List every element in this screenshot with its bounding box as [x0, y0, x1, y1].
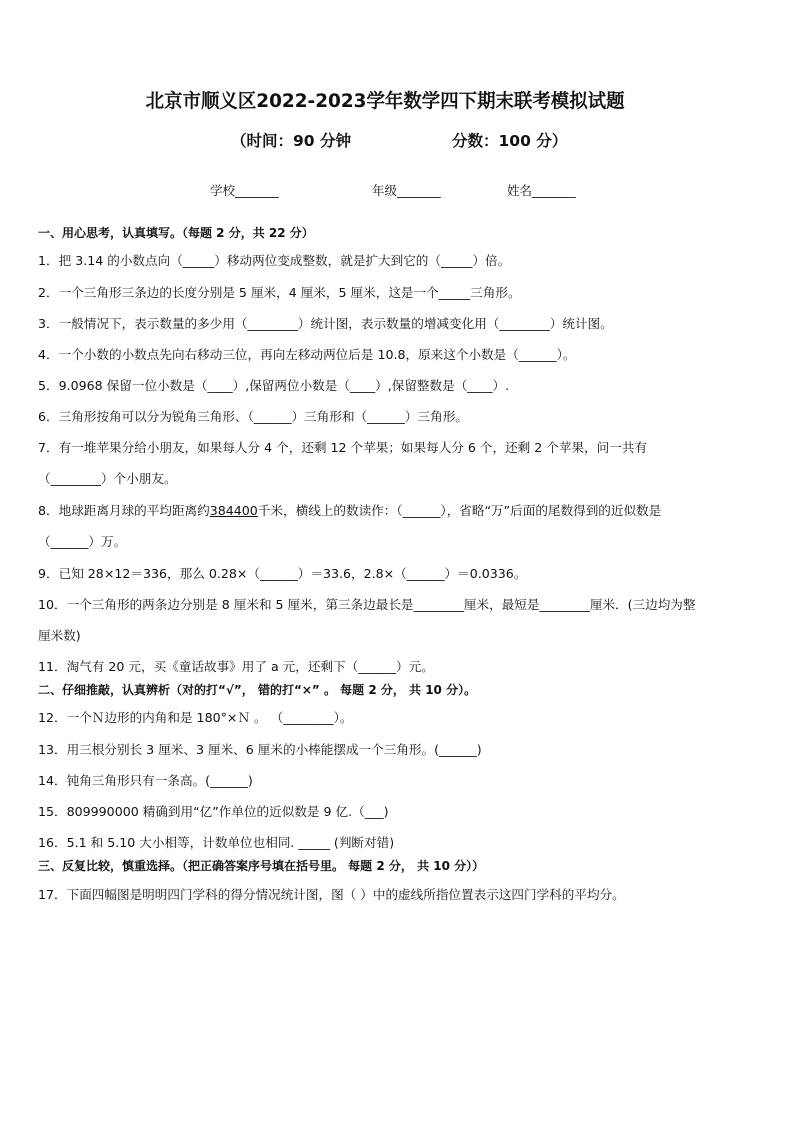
section-heading-1: 一、用心思考，认真填写。（每题 2 分，共 22 分）: [38, 226, 314, 240]
time-limit: （时间：90 分钟: [231, 132, 351, 150]
question-6: 6．三角形按角可以分为锐角三角形、（______）三角形和（______）三角形。: [38, 409, 468, 424]
question-2: 2．一个三角形三条边的长度分别是 5 厘米，4 厘米，5 厘米，这是一个_____三角形。: [38, 285, 521, 300]
question-8-prefix: 8．地球距离月球的平均距离约: [38, 503, 210, 518]
question-7-line-1: 7．有一堆苹果分给小朋友，如果每人分 4 个，还剩 12 个苹果；如果每人分 6 个，还剩 2 个苹果，问一共有: [38, 440, 648, 455]
question-15: 15．809990000 精确到用“亿”作单位的近似数是 9 亿.（___): [38, 804, 389, 819]
question-1: 1．把 3.14 的小数点向（_____）移动两位变成整数，就是扩大到它的（_____）倍。: [38, 253, 511, 268]
question-11: 11．淘气有 20 元，买《童话故事》用了 a 元，还剩下（______）元。: [38, 659, 434, 674]
total-score: 分数：100 分）: [452, 132, 568, 150]
question-10-line-2: 厘米数): [38, 628, 81, 643]
question-12: 12．一个Ｎ边形的内角和是 180°×Ｎ 。 （________）。: [38, 710, 353, 725]
question-10-line-1: 10．一个三角形的两条边分别是 8 厘米和 5 厘米，第三条边最长是________厘米，最短是________厘米．(三边均为整: [38, 597, 696, 612]
question-14: 14．钝角三角形只有一条高。(______): [38, 773, 253, 788]
name-field: 姓名_______: [507, 183, 576, 198]
question-3: 3．一般情况下，表示数量的多少用（________）统计图，表示数量的增减变化用（________）统计图。: [38, 316, 613, 331]
question-8-line-2: （______）万。: [38, 534, 127, 549]
question-8-line-1: [38, 500, 661, 519]
section-heading-3: 三、反复比较，慎重选择。（把正确答案序号填在括号里。 每题 2 分， 共 10 分））: [38, 859, 485, 873]
question-13: 13．用三根分别长 3 厘米、3 厘米、6 厘米的小棒能摆成一个三角形。(______): [38, 742, 482, 757]
underlined-distance: 384400: [209, 503, 258, 518]
question-4: 4．一个小数的小数点先向右移动三位，再向左移动两位后是 10.8，原来这个小数是（______）。: [38, 347, 576, 362]
page-title: 北京市顺义区2022-2023学年数学四下期末联考模拟试题: [145, 90, 625, 112]
question-16: 16．5.1 和 5.10 大小相等，计数单位也相同. _____ (判断对错): [38, 835, 395, 850]
question-7-line-2: （________）个小朋友。: [38, 471, 177, 486]
question-17: 17．下面四幅图是明明四门学科的得分情况统计图，图（ ）中的虚线所指位置表示这四门学科的平均分。: [38, 887, 625, 902]
question-8-suffix: 千米，横线上的数读作：（______），省略“万”后面的尾数得到的近似数是: [257, 503, 662, 518]
grade-field: 年级_______: [372, 183, 441, 198]
question-5: 5．9.0968 保留一位小数是（____）,保留两位小数是（____）,保留整数是（____）.: [38, 378, 510, 393]
question-9: 9．已知 28×12＝336，那么 0.28×（______）＝33.6，2.8×（______）＝0.0336。: [38, 566, 527, 581]
section-heading-2: 二、仔细推敲，认真辨析（对的打“√”， 错的打“×” 。 每题 2 分， 共 10 分）。: [38, 683, 477, 697]
school-field: 学校_______: [210, 183, 279, 198]
